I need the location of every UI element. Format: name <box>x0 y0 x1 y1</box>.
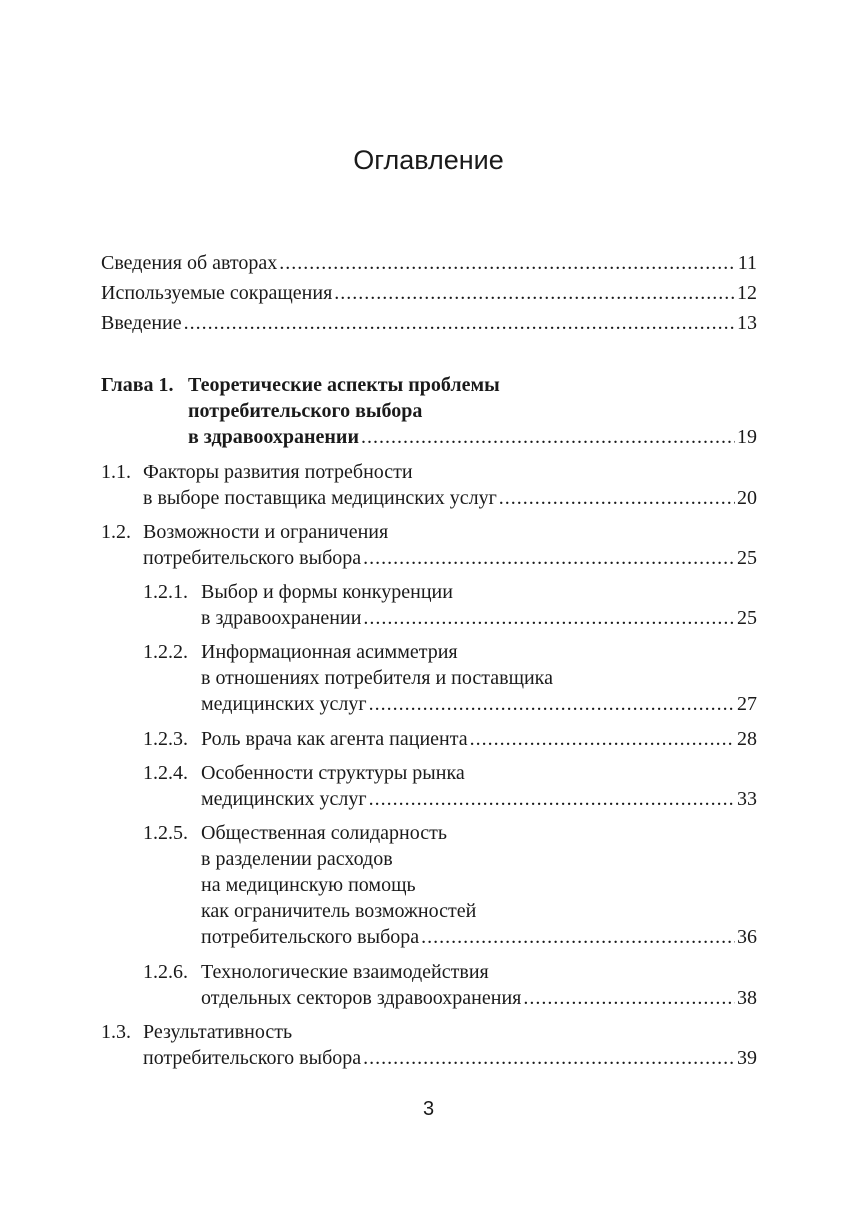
entry-title-line: медицинских услуг <box>201 788 367 810</box>
entry-title-line: Технологические взаимодействия <box>201 961 489 983</box>
entry-title-line: Результативность <box>143 1021 293 1043</box>
leader-dots <box>523 985 735 1011</box>
entry-title-line: Сведения об авторах <box>101 252 278 274</box>
entry-page-number: 13 <box>737 312 757 334</box>
entry-page-number: 36 <box>737 926 757 948</box>
subsection-number: 1.2.5. <box>143 822 188 844</box>
leader-dots <box>369 691 735 717</box>
entry-title-line: в выборе поставщика медицинских услуг <box>143 487 497 509</box>
entry-title-line: Выбор и формы конкуренции <box>201 581 453 603</box>
subsection-number: 1.2.6. <box>143 961 188 983</box>
entry-page-number: 11 <box>737 252 757 274</box>
subsection-number: 1.2.1. <box>143 581 188 603</box>
entry-title-line: Особенности структуры рынка <box>201 762 465 784</box>
entry-title-line: Факторы развития потребности <box>143 461 413 483</box>
entry-title-line: на медицинскую помощь <box>201 874 416 896</box>
page-title: Оглавление <box>353 145 504 175</box>
entry-page-number: 20 <box>737 487 757 509</box>
entry-page-number: 39 <box>737 1047 757 1069</box>
page-number: 3 <box>422 1098 435 1120</box>
entry-page-number: 27 <box>737 693 757 715</box>
leader-dots <box>499 485 735 511</box>
section-number: 1.1. <box>101 461 131 483</box>
entry-page-number: 33 <box>737 788 757 810</box>
chapter-number: Глава 1. <box>101 374 174 396</box>
leader-dots <box>334 280 735 306</box>
entry-title-line: Теоретические аспекты проблемы <box>188 374 500 396</box>
entry-title-line: Введение <box>101 312 182 334</box>
entry-title-line: в здравоохранении <box>201 607 362 629</box>
entry-page-number: 38 <box>737 987 757 1009</box>
leader-dots <box>369 786 735 812</box>
entry-title-line: медицинских услуг <box>201 693 367 715</box>
entry-title-line: в разделении расходов <box>201 848 393 870</box>
entry-title-line: Роль врача как агента пациента <box>201 728 468 750</box>
entry-title-line: потребительского выбора <box>143 547 362 569</box>
leader-dots <box>363 1045 735 1071</box>
entry-title-line: в отношениях потребителя и поставщика <box>201 667 553 689</box>
entry-title-line: Используемые сокращения <box>101 282 333 304</box>
section-number: 1.3. <box>101 1021 131 1043</box>
leader-dots <box>363 545 735 571</box>
entry-page-number: 25 <box>737 607 757 629</box>
entry-title-line: как ограничитель возможностей <box>201 900 477 922</box>
subsection-number: 1.2.2. <box>143 641 188 663</box>
entry-page-number: 28 <box>737 728 757 750</box>
entry-title-line: в здравоохранении <box>188 426 359 448</box>
leader-dots <box>470 726 735 752</box>
leader-dots <box>421 924 735 950</box>
leader-dots <box>184 310 735 336</box>
subsection-number: 1.2.4. <box>143 762 188 784</box>
entry-title-line: Информационная асимметрия <box>201 641 458 663</box>
subsection-number: 1.2.3. <box>143 728 188 750</box>
entry-title-line: отдельных секторов здравоохранения <box>201 987 522 1009</box>
leader-dots <box>361 424 735 450</box>
entry-title-line: потребительского выбора <box>143 1047 362 1069</box>
entry-title-line: Возможности и ограничения <box>143 521 389 543</box>
entry-title-line: Общественная солидарность <box>201 822 447 844</box>
entry-title-line: потребительского выбора <box>201 926 420 948</box>
entry-page-number: 25 <box>737 547 757 569</box>
entry-page-number: 12 <box>737 282 757 304</box>
entry-page-number: 19 <box>737 426 757 448</box>
leader-dots <box>363 605 735 631</box>
leader-dots <box>279 250 735 276</box>
entry-title-line: потребительского выбора <box>188 400 423 422</box>
section-number: 1.2. <box>101 521 131 543</box>
